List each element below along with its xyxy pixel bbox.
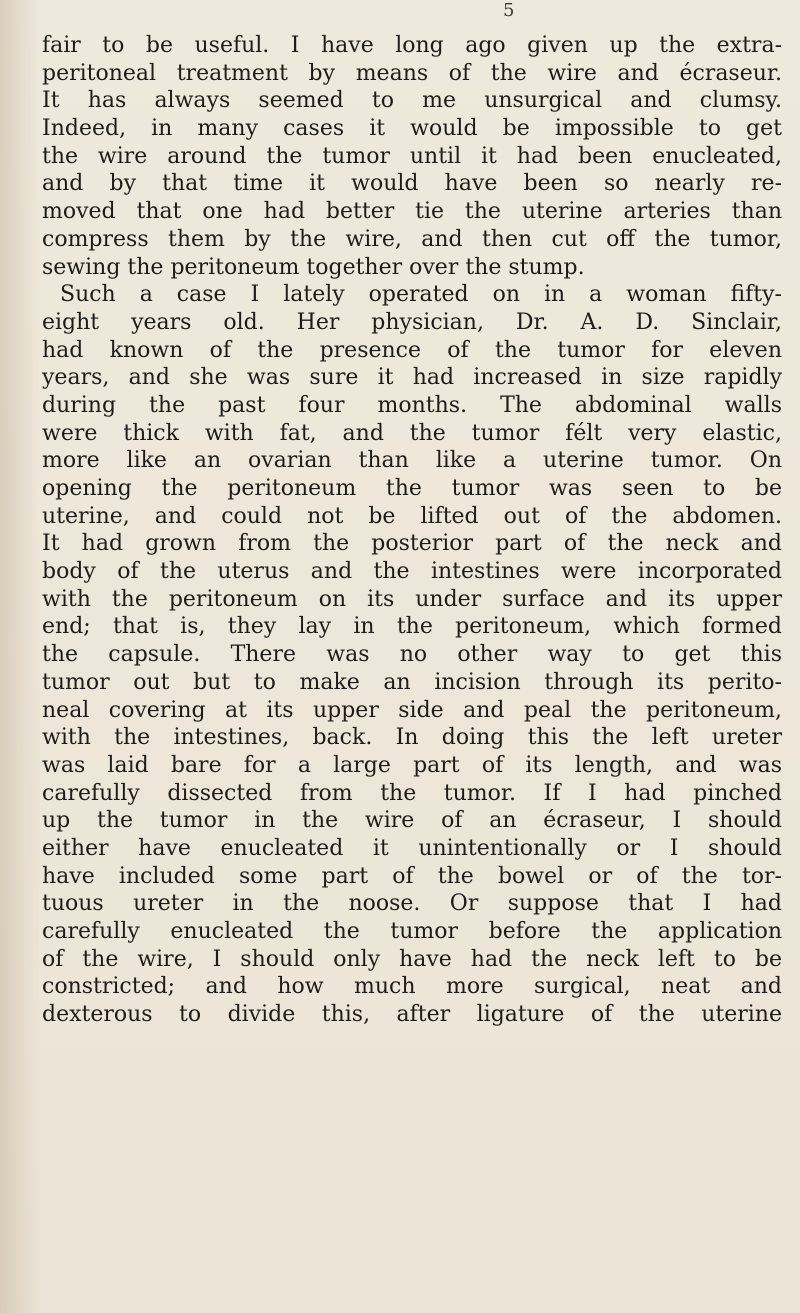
- text-line: Such a case I lately operated on in a woman fifty-: [60, 282, 782, 308]
- text-line: carefully dissected from the tumor. If I had pinched: [42, 780, 782, 806]
- text-line: carefully enucleated the tumor before the application: [42, 919, 782, 944]
- text-line: was laid bare for a large part of its length, and was: [42, 752, 782, 778]
- text-line: tuous ureter in the noose. Or suppose that I had: [42, 891, 782, 917]
- text-line: It has always seemed to me unsurgical and clumsy.: [42, 88, 782, 114]
- text-line: opening the peritoneum the tumor was seen to be: [42, 476, 782, 501]
- text-line: eight years old. Her physician, Dr. A. D. Sinclair,: [42, 309, 782, 335]
- text-line: the wire around the tumor until it had been enucleated,: [42, 143, 782, 169]
- text-line: dexterous to divide this, after ligature of the uterine: [42, 1002, 782, 1028]
- text-line: tumor out but to make an incision through its perito-: [42, 669, 782, 695]
- text-line: of the wire, I should only have had the neck left to be: [42, 946, 782, 972]
- text-line: neal covering at its upper side and peal the peritoneum,: [42, 697, 782, 723]
- text-line: during the past four months. The abdominal walls: [42, 392, 782, 418]
- text-line: body of the uterus and the intestines were incorporated: [42, 559, 782, 585]
- text-line: Indeed, in many cases it would be impossible to get: [42, 116, 782, 142]
- text-line: It had grown from the posterior part of the neck and: [42, 531, 782, 557]
- text-line: the capsule. There was no other way to get this: [42, 642, 782, 668]
- text-line: fair to be useful. I have long ago given up the extra-: [42, 33, 782, 58]
- text-line: more like an ovarian than like a uterine tumor. On: [42, 448, 782, 474]
- text-line: compress them by the wire, and then cut off the tumor,: [42, 226, 782, 252]
- text-line: years, and she was sure it had increased in size rapidly: [42, 365, 782, 391]
- text-line: peritoneal treatment by means of the wire and écraseur.: [42, 60, 782, 86]
- page-number: 5: [503, 0, 515, 21]
- text-line: end; that is, they lay in the peritoneum, which formed: [42, 614, 782, 640]
- text-line: have included some part of the bowel or of the tor-: [42, 863, 782, 889]
- text-line: were thick with fat, and the tumor félt very elastic,: [42, 420, 782, 446]
- text-line: constricted; and how much more surgical, neat and: [42, 974, 782, 1000]
- text-line: had known of the presence of the tumor for eleven: [42, 337, 782, 363]
- text-line: either have enucleated it unintentionally or I should: [42, 835, 782, 861]
- text-line: moved that one had better tie the uterine arteries than: [42, 199, 782, 225]
- text-line: with the intestines, back. In doing this the left ureter: [42, 725, 782, 751]
- text-line: up the tumor in the wire of an écraseur, I should: [42, 808, 782, 834]
- text-line: sewing the peritoneum together over the stump.: [42, 254, 585, 280]
- text-line: with the peritoneum on its under surface and its upper: [42, 586, 782, 612]
- text-line: and by that time it would have been so nearly re-: [42, 171, 782, 197]
- text-line: uterine, and could not be lifted out of the abdomen.: [42, 503, 782, 529]
- body-text: [42, 32, 782, 1029]
